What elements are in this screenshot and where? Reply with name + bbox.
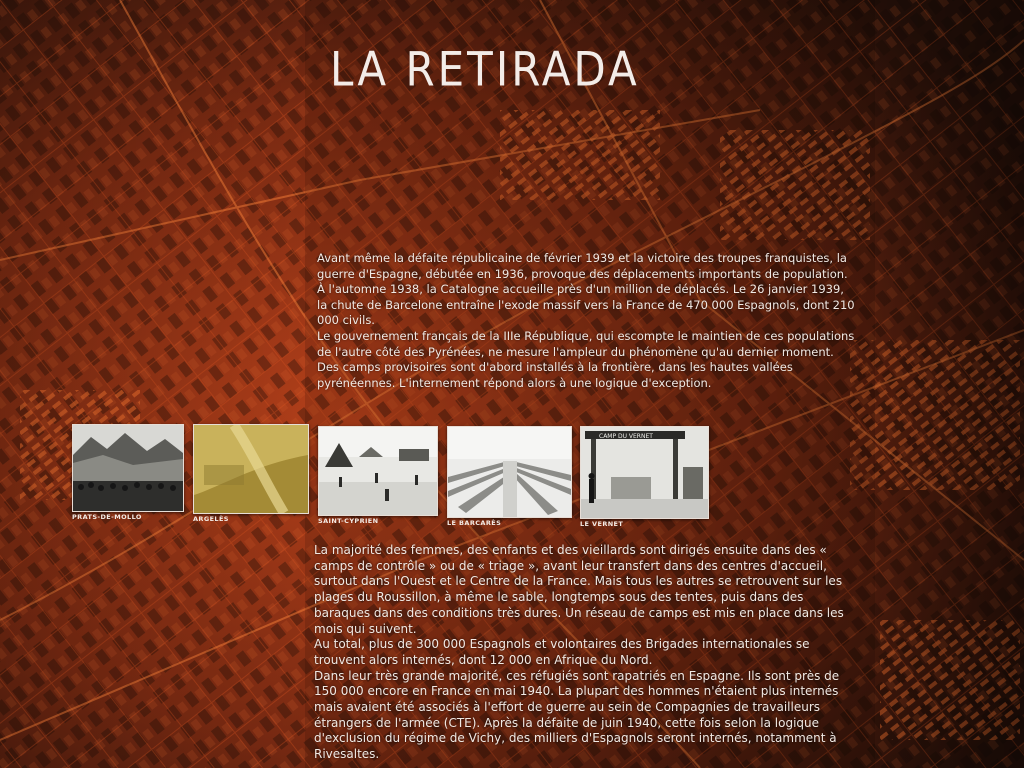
main-paragraph: Dans leur très grande majorité, ces réfugiés sont rapatriés en Espagne. Ils sont près de 150 000 encore en France en mai 1940. La plupart des hommes n'étaient plus internés mais avaient été associés à l'effort de guerre au sein de Compagnies de travailleurs étrangers de l'armée (CTE). Après la défaite de juin 1940, cette fois selon la logique d'exclusion du régime de Vichy, des milliers d'Espagnols seront internés, notamment à Rivesaltes. xyxy=(314,668,840,762)
main-text xyxy=(314,543,856,763)
intro-paragraph: Le gouvernement français de la IIIe République, qui escompte le maintien de ces populations de l'autre côté des Pyrénées, ne mesure l'ampleur du phénomène qu'au dernier moment. Des camps provisoires sont d'abord installés à la frontière, dans les hautes vallées pyrénéennes. L'internement répond alors à une logique d'exception. xyxy=(317,328,855,390)
photo-le-barcares xyxy=(447,426,572,518)
photo-caption: ARGELÈS xyxy=(193,515,229,523)
photo-caption: LE BARCARÈS xyxy=(447,519,502,527)
intro-paragraph: Avant même la défaite républicaine de février 1939 et la victoire des troupes franquistes, la guerre d'Espagne, débutée en 1936, provoque des déplacements importants de population. À l'automne 1938, la Catalogne accueille près d'un million de déplacés. Le 26 janvier 1939, la chute de Barcelone entraîne l'exode massif vers la France de 470 000 Espagnols, dont 210 000 civils. xyxy=(317,251,855,328)
photo-le-vernet xyxy=(580,426,709,519)
photo-caption: LE VERNET xyxy=(580,520,624,528)
main-paragraph: La majorité des femmes, des enfants et des vieillards sont dirigés ensuite dans des « camps de contrôle » ou de « triage », avant leur transfert dans des centres d'accueil, surtout dans l'Ouest et le Centre de la France. Mais tous les autres se retrouvent sur les plages du Roussillon, à même le sable, longtemps sous des tentes, puis dans des baraques dans des conditions très dures. Un réseau de camps est mis en place dans les mois qui suivent. xyxy=(314,543,844,636)
photo-saint-cyprien xyxy=(318,426,438,516)
camp-gate-sign: CAMP DU VERNET xyxy=(599,433,653,440)
panel-title: LA RETIRADA xyxy=(330,42,640,97)
photo-caption: PRATS-DE-MOLLO xyxy=(72,513,142,521)
main-paragraph: Au total, plus de 300 000 Espagnols et volontaires des Brigades internationales se trouvent alors internés, dont 12 000 en Afrique du Nord. xyxy=(314,637,810,667)
intro-text xyxy=(317,251,857,391)
photo-argeles xyxy=(193,424,309,514)
photo-caption: SAINT-CYPRIEN xyxy=(318,517,379,525)
photo-prats-de-mollo xyxy=(72,424,184,512)
